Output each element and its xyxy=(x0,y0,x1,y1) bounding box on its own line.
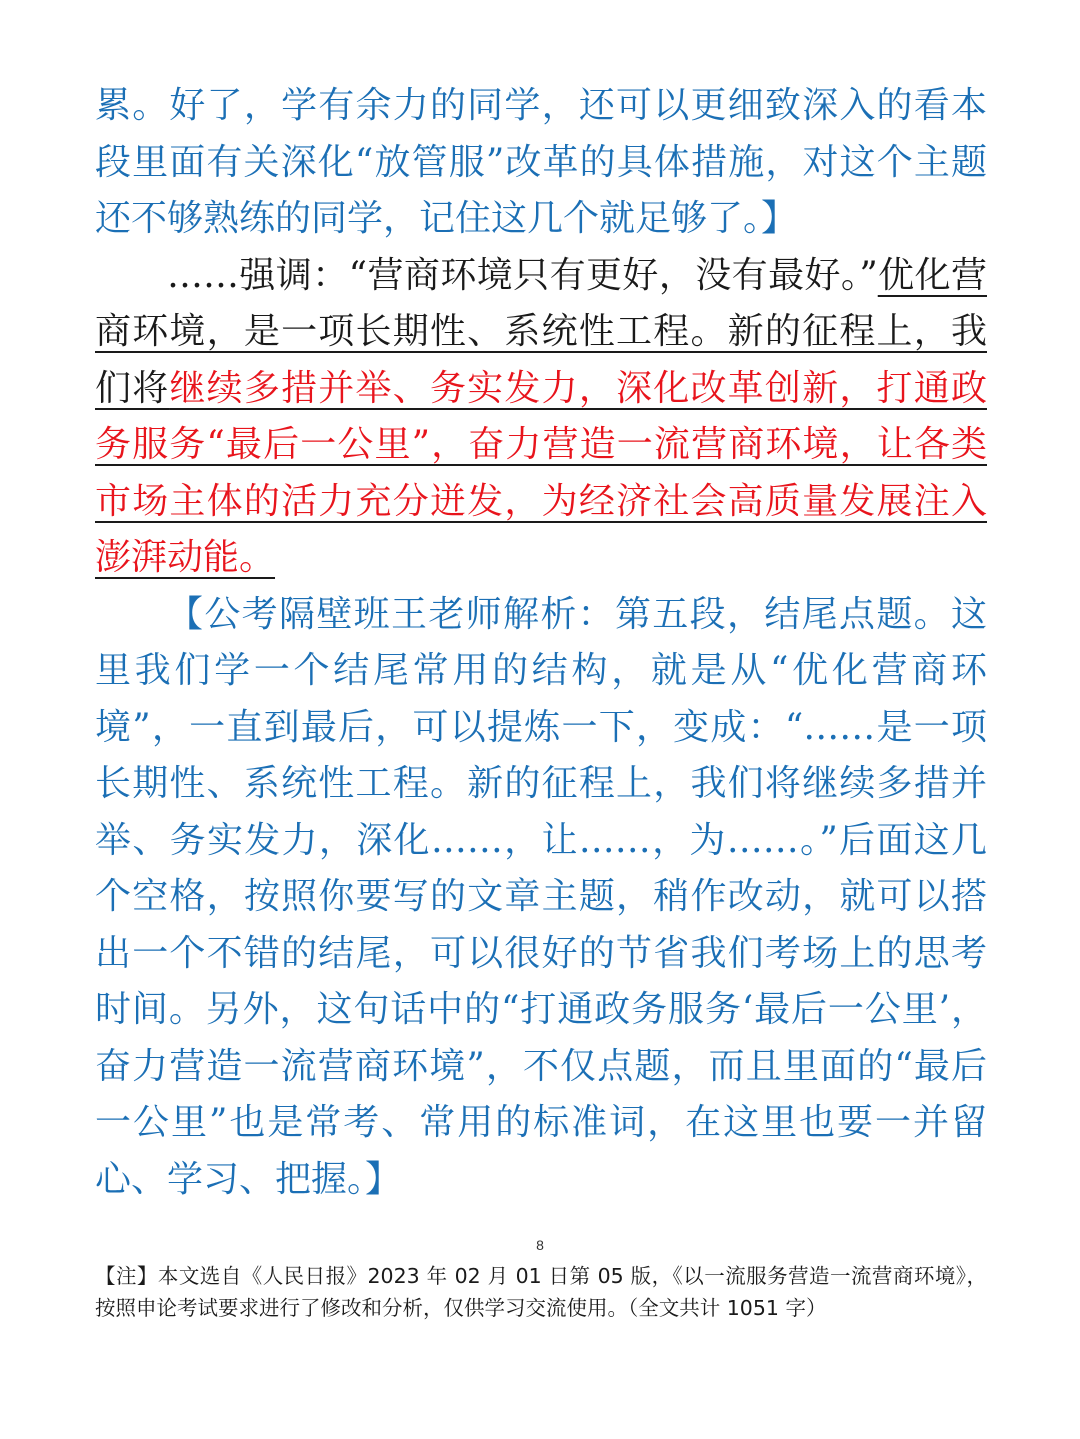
analysis-paragraph-5 xyxy=(95,587,987,1209)
highlighted-red-text: 继续多措并举、务实发力，深化改革创新，打通政务服务“最后一公里”，奋力营造一流营商环境，让各类市场主体的活力充分迸发，为经济社会高质量发展注入澎湃动能。 xyxy=(95,367,987,578)
analysis-text-continued: 累。好了，学有余力的同学，还可以更细致深入的看本段里面有关深化“放管服”改革的具体措施，对这个主题还不够熟练的同学，记住这几个就足够了。】 xyxy=(95,85,987,239)
article-lead-text: ……强调：“营商环境只有更好，没有最好。” xyxy=(167,254,878,296)
page-number: 8 xyxy=(536,1237,544,1253)
analysis-paragraph-end xyxy=(95,78,987,248)
article-paragraph-5 xyxy=(95,248,987,587)
document-body xyxy=(95,78,987,1208)
underlined-black-text: 优化营商环境，是一项长期性、系统性工程。新的征程上，我们将 xyxy=(95,254,987,409)
analysis-text: 【公考隔壁班王老师解析：第五段，结尾点题。这里我们学一个结尾常用的结构，就是从“优化营商环境”，一直到最后，可以提炼一下，变成：“……是一项长期性、系统性工程。新的征程上，我们将继续多措并举、务实发力，深化……，让……，为……。”后面这几个空格，按照你要写的文章主题，稍作改动，就可以搭出一个不错的结尾，可以很好的节省我们考场上的思考时间。另外，这句话中的“打通政务服务‘最后一公里’，奋力营造一流营商环境”，不仅点题，而且里面的“最后一公里”也是常考、常用的标准词，在这里也要一并留心、学习、把握。】 xyxy=(95,593,987,1200)
footnote: 【注】本文选自《人民日报》2023 年 02 月 01 日第 05 版，《以一流服务营造一流营商环境》，按照申论考试要求进行了修改和分析，仅供学习交流使用。（全文共计 1051 字） xyxy=(95,1264,987,1320)
underlined-text xyxy=(95,255,987,579)
